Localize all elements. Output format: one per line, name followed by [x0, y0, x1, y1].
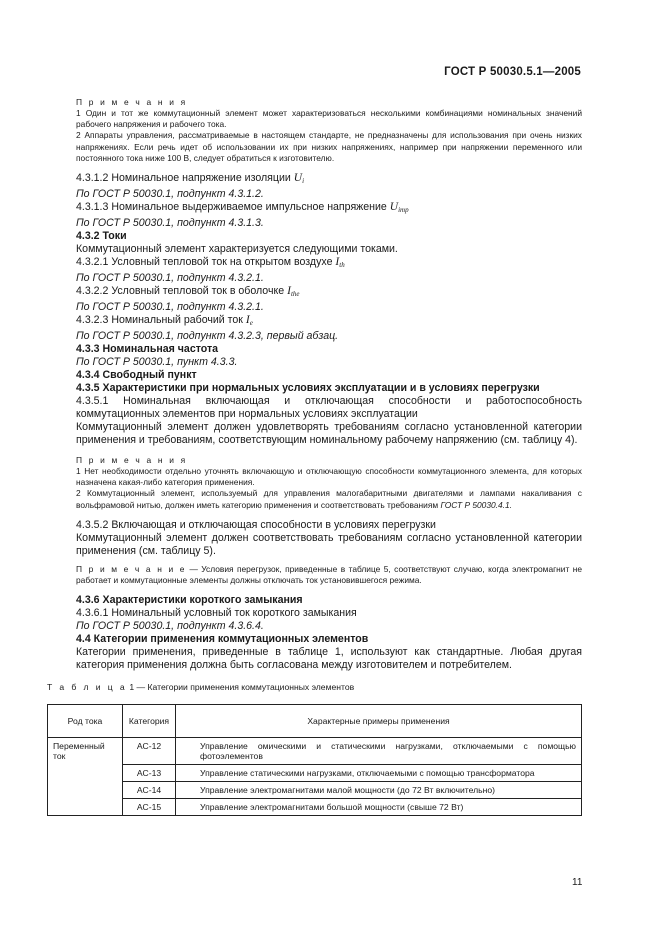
content: [47, 97, 583, 693]
table-row: [48, 765, 582, 782]
clause-4-3-5-1: 4.3.5.1 Номинальная включающая и отключающая способности и работоспособность коммутационных элементов при нормальных условиях эксплуатации: [76, 395, 582, 421]
heading-4-3-4: 4.3.4 Свободный пункт: [76, 369, 197, 382]
notes-title-2: П р и м е ч а н и я: [76, 455, 188, 466]
clause-4-3-1-2: 4.3.1.2 Номинальное напряжение изоляции $U_i$: [76, 172, 305, 186]
ref-4-3-2-1: По ГОСТ Р 50030.1, подпункт 4.3.2.1.: [76, 272, 264, 285]
page-number: 11: [572, 877, 583, 888]
note-2: 2 Аппараты управления, рассматриваемые в настоящем стандарте, не предназначены для использования при очень низких напряжениях. Если речь идет об использовании их при низких напряжениях, например при напряжении переменного или постоянного тока ниже 100 В, следует обратиться к изготовителю.: [76, 130, 582, 163]
cell-category: AC-13: [123, 765, 176, 782]
cell-example: Управление омическими и статическими нагрузками, отключаемыми с помощью фотоэлементов: [176, 738, 582, 765]
cell-category: AC-12: [123, 738, 176, 765]
ref-4-3-2-3: По ГОСТ Р 50030.1, подпункт 4.3.2.3, первый абзац.: [76, 330, 339, 343]
note-4-3-5-2: П р и м е ч а н и е — Условия перегрузок, приведенные в таблице 5, соответствуют случаю, когда электромагнит не работает и коммутационные элементы должны отключать ток установившегося режима.: [76, 563, 583, 586]
text-4-3-5-2: Коммутационный элемент должен соответствовать требованиям согласно установленной категории применения (см. таблицу 5).: [76, 531, 582, 557]
cell-example: Управление электромагнитами малой мощности (до 72 Вт включительно): [176, 782, 582, 799]
ref-4-3-1-3: По ГОСТ Р 50030.1, подпункт 4.3.1.3.: [76, 217, 264, 230]
table-row: [48, 799, 582, 816]
cell-current-type: Переменный ток: [48, 738, 123, 816]
header-examples: Характерные примеры применения: [176, 705, 582, 738]
header-current-type: Род тока: [48, 705, 123, 738]
ref-4-3-6-1: По ГОСТ Р 50030.1, подпункт 4.3.6.4.: [76, 620, 264, 633]
heading-4-4: 4.4 Категории применения коммутационных элементов: [76, 633, 369, 646]
header-category: Категория: [123, 705, 176, 738]
text-4-3-5-1: Коммутационный элемент должен удовлетворять требованиям согласно установленной категории применения и требованиям, соответствующим номинальному рабочему напряжению (см. таблицу 4).: [76, 421, 582, 447]
ref-4-3-1-2: По ГОСТ Р 50030.1, подпункт 4.3.1.2.: [76, 188, 264, 201]
table-caption: Т а б л и ц а 1 — Категории применения коммутационных элементов: [47, 682, 355, 693]
cell-example: Управление электромагнитами большой мощности (свыше 72 Вт): [176, 799, 582, 816]
cell-example: Управление статическими нагрузками, отключаемыми с помощью трансформатора: [176, 765, 582, 782]
cell-category: AC-14: [123, 782, 176, 799]
ref-4-3-2-2: По ГОСТ Р 50030.1, подпункт 4.3.2.1.: [76, 301, 264, 314]
clause-4-3-2-1: 4.3.2.1 Условный тепловой ток на открытом воздухе $I_{th}$: [76, 256, 345, 270]
notes-title: П р и м е ч а н и я: [76, 97, 188, 107]
table-header-row: [48, 705, 582, 738]
clause-4-3-1-3: 4.3.1.3 Номинальное выдерживаемое импульсное напряжение $U_{imp}$: [76, 201, 409, 215]
ref-4-3-3: По ГОСТ Р 50030.1, пункт 4.3.3.: [76, 356, 238, 369]
categories-table: [47, 704, 582, 816]
note-2-1: 1 Нет необходимости отдельно уточнять включающую и отключающую способности коммутационного элемента, для которых назначена какая-либо категория применения.: [76, 466, 582, 488]
heading-4-3-6: 4.3.6 Характеристики короткого замыкания: [76, 594, 303, 607]
clause-4-3-6-1: 4.3.6.1 Номинальный условный ток короткого замыкания: [76, 607, 357, 620]
document-header: ГОСТ Р 50030.5.1—2005: [444, 66, 581, 78]
heading-4-3-5: 4.3.5 Характеристики при нормальных условиях эксплуатации и в условиях перегрузки: [76, 382, 540, 395]
clause-4-3-2-3: 4.3.2.3 Номинальный рабочий ток $I_e$: [76, 314, 253, 328]
clause-4-3-2-2: 4.3.2.2 Условный тепловой ток в оболочке $I_{the}$: [76, 285, 300, 299]
table-row: [48, 738, 582, 765]
text-4-4: Категории применения, приведенные в таблице 1, используют как стандартные. Любая другая категория применения должна быть согласована между изготовителем и потребителем.: [76, 646, 582, 672]
cell-category: AC-15: [123, 799, 176, 816]
note-2-2: 2 Коммутационный элемент, используемый для управления малогабаритными двигателями и лампами накаливания с вольфрамовой нитью, должен иметь категорию применения и соответствовать требованиям ГОСТ Р 50030.4.1.: [76, 488, 582, 510]
heading-4-3-3: 4.3.3 Номинальная частота: [76, 343, 219, 356]
heading-4-3-2: 4.3.2 Токи: [76, 230, 127, 243]
table-row: [48, 782, 582, 799]
note-1: 1 Один и тот же коммутационный элемент может характеризоваться несколькими комбинациями номинальных значений рабочего напряжения и рабочего тока.: [76, 108, 582, 130]
text-4-3-2: Коммутационный элемент характеризуется следующими токами.: [76, 243, 398, 256]
clause-4-3-5-2: 4.3.5.2 Включающая и отключающая способности в условиях перегрузки: [76, 518, 436, 531]
